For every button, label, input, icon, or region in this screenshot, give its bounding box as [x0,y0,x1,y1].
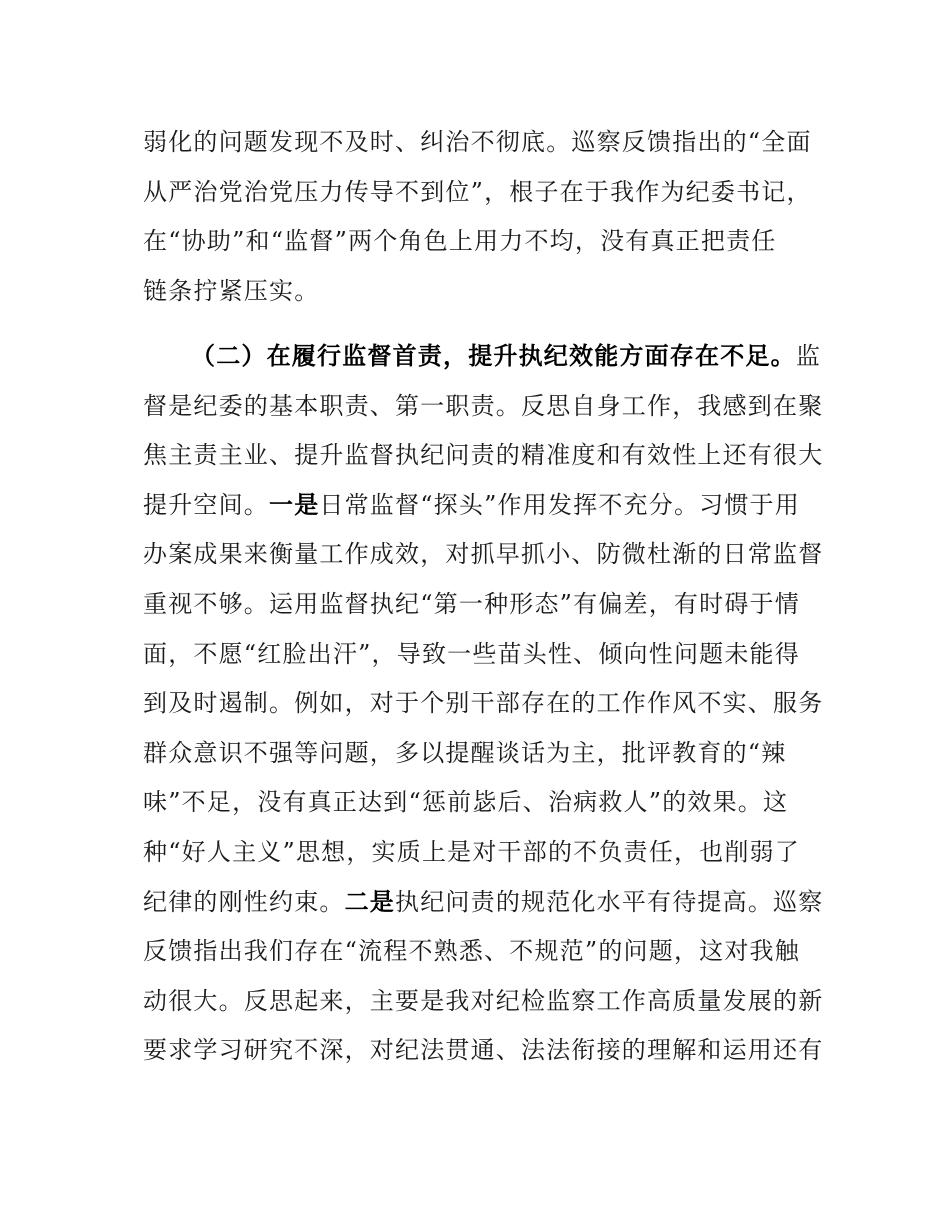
point-2-label: 二是 [344,888,396,916]
paragraph-line: 味”不足，没有真正达到“惩前毖后、治病救人”的效果。这 [143,788,789,816]
paragraph-line: 督是纪委的基本职责、第一职责。反思自身工作，我感到在聚 [143,392,824,420]
paragraph-line: 面，不愿“红脸出汗”，导致一些苗头性、倾向性问题未能得 [143,640,800,668]
paragraph-line: 焦主责主业、提升监督执纪问责的精准度和有效性上还有很大 [143,441,824,469]
point-2-text: 执纪问责的规范化水平有待提高。巡察 [395,888,824,916]
paragraph-line: 办案成果来衡量工作成效，对抓早抓小、防微杜渐的日常监督 [143,540,824,568]
paragraph-line: 弱化的问题发现不及时、纠治不彻底。巡察反馈指出的“全面 [143,128,812,156]
section-heading-line [191,336,950,376]
line-text: 提升空间。 [143,491,269,519]
paragraph-line: 在“协助”和“监督”两个角色上用力不均，没有真正把责任 [143,227,777,255]
paragraph-line: 种“好人主义”思想，实质上是对干部的不负责任，也削弱了 [143,838,800,866]
paragraph-line: 群众意识不强等问题，多以提醒谈话为主，批评教育的“辣 [143,739,787,767]
line-text: 纪律的刚性约束。 [143,888,345,916]
paragraph-line: 反馈指出我们存在“流程不熟悉、不规范”的问题，这对我触 [143,937,800,965]
paragraph-line: 从严治党治党压力传导不到位”，根子在于我作为纪委书记， [143,178,812,206]
heading-line-rest: 监 [795,342,822,370]
section-heading: （二）在履行监督首责，提升执纪效能方面存在不足。 [191,342,796,370]
paragraph-line: 到及时遏制。例如，对于个别干部存在的工作作风不实、服务 [143,689,824,717]
paragraph-line: 重视不够。运用监督执纪“第一种形态”有偏差，有时碍于情 [143,590,800,618]
paragraph-line: 链条拧紧压实。 [143,277,320,305]
point-1-label: 一是 [269,491,320,519]
paragraph-line [143,882,950,922]
paragraph-line [143,485,950,525]
paragraph-line: 要求学习研究不深，对纪法贯通、法法衔接的理解和运用还有 [143,1036,824,1064]
paragraph-line: 动很大。反思起来，主要是我对纪检监察工作高质量发展的新 [143,987,824,1015]
point-1-text: 日常监督“探头”作用发挥不充分。习惯于用 [319,491,800,519]
